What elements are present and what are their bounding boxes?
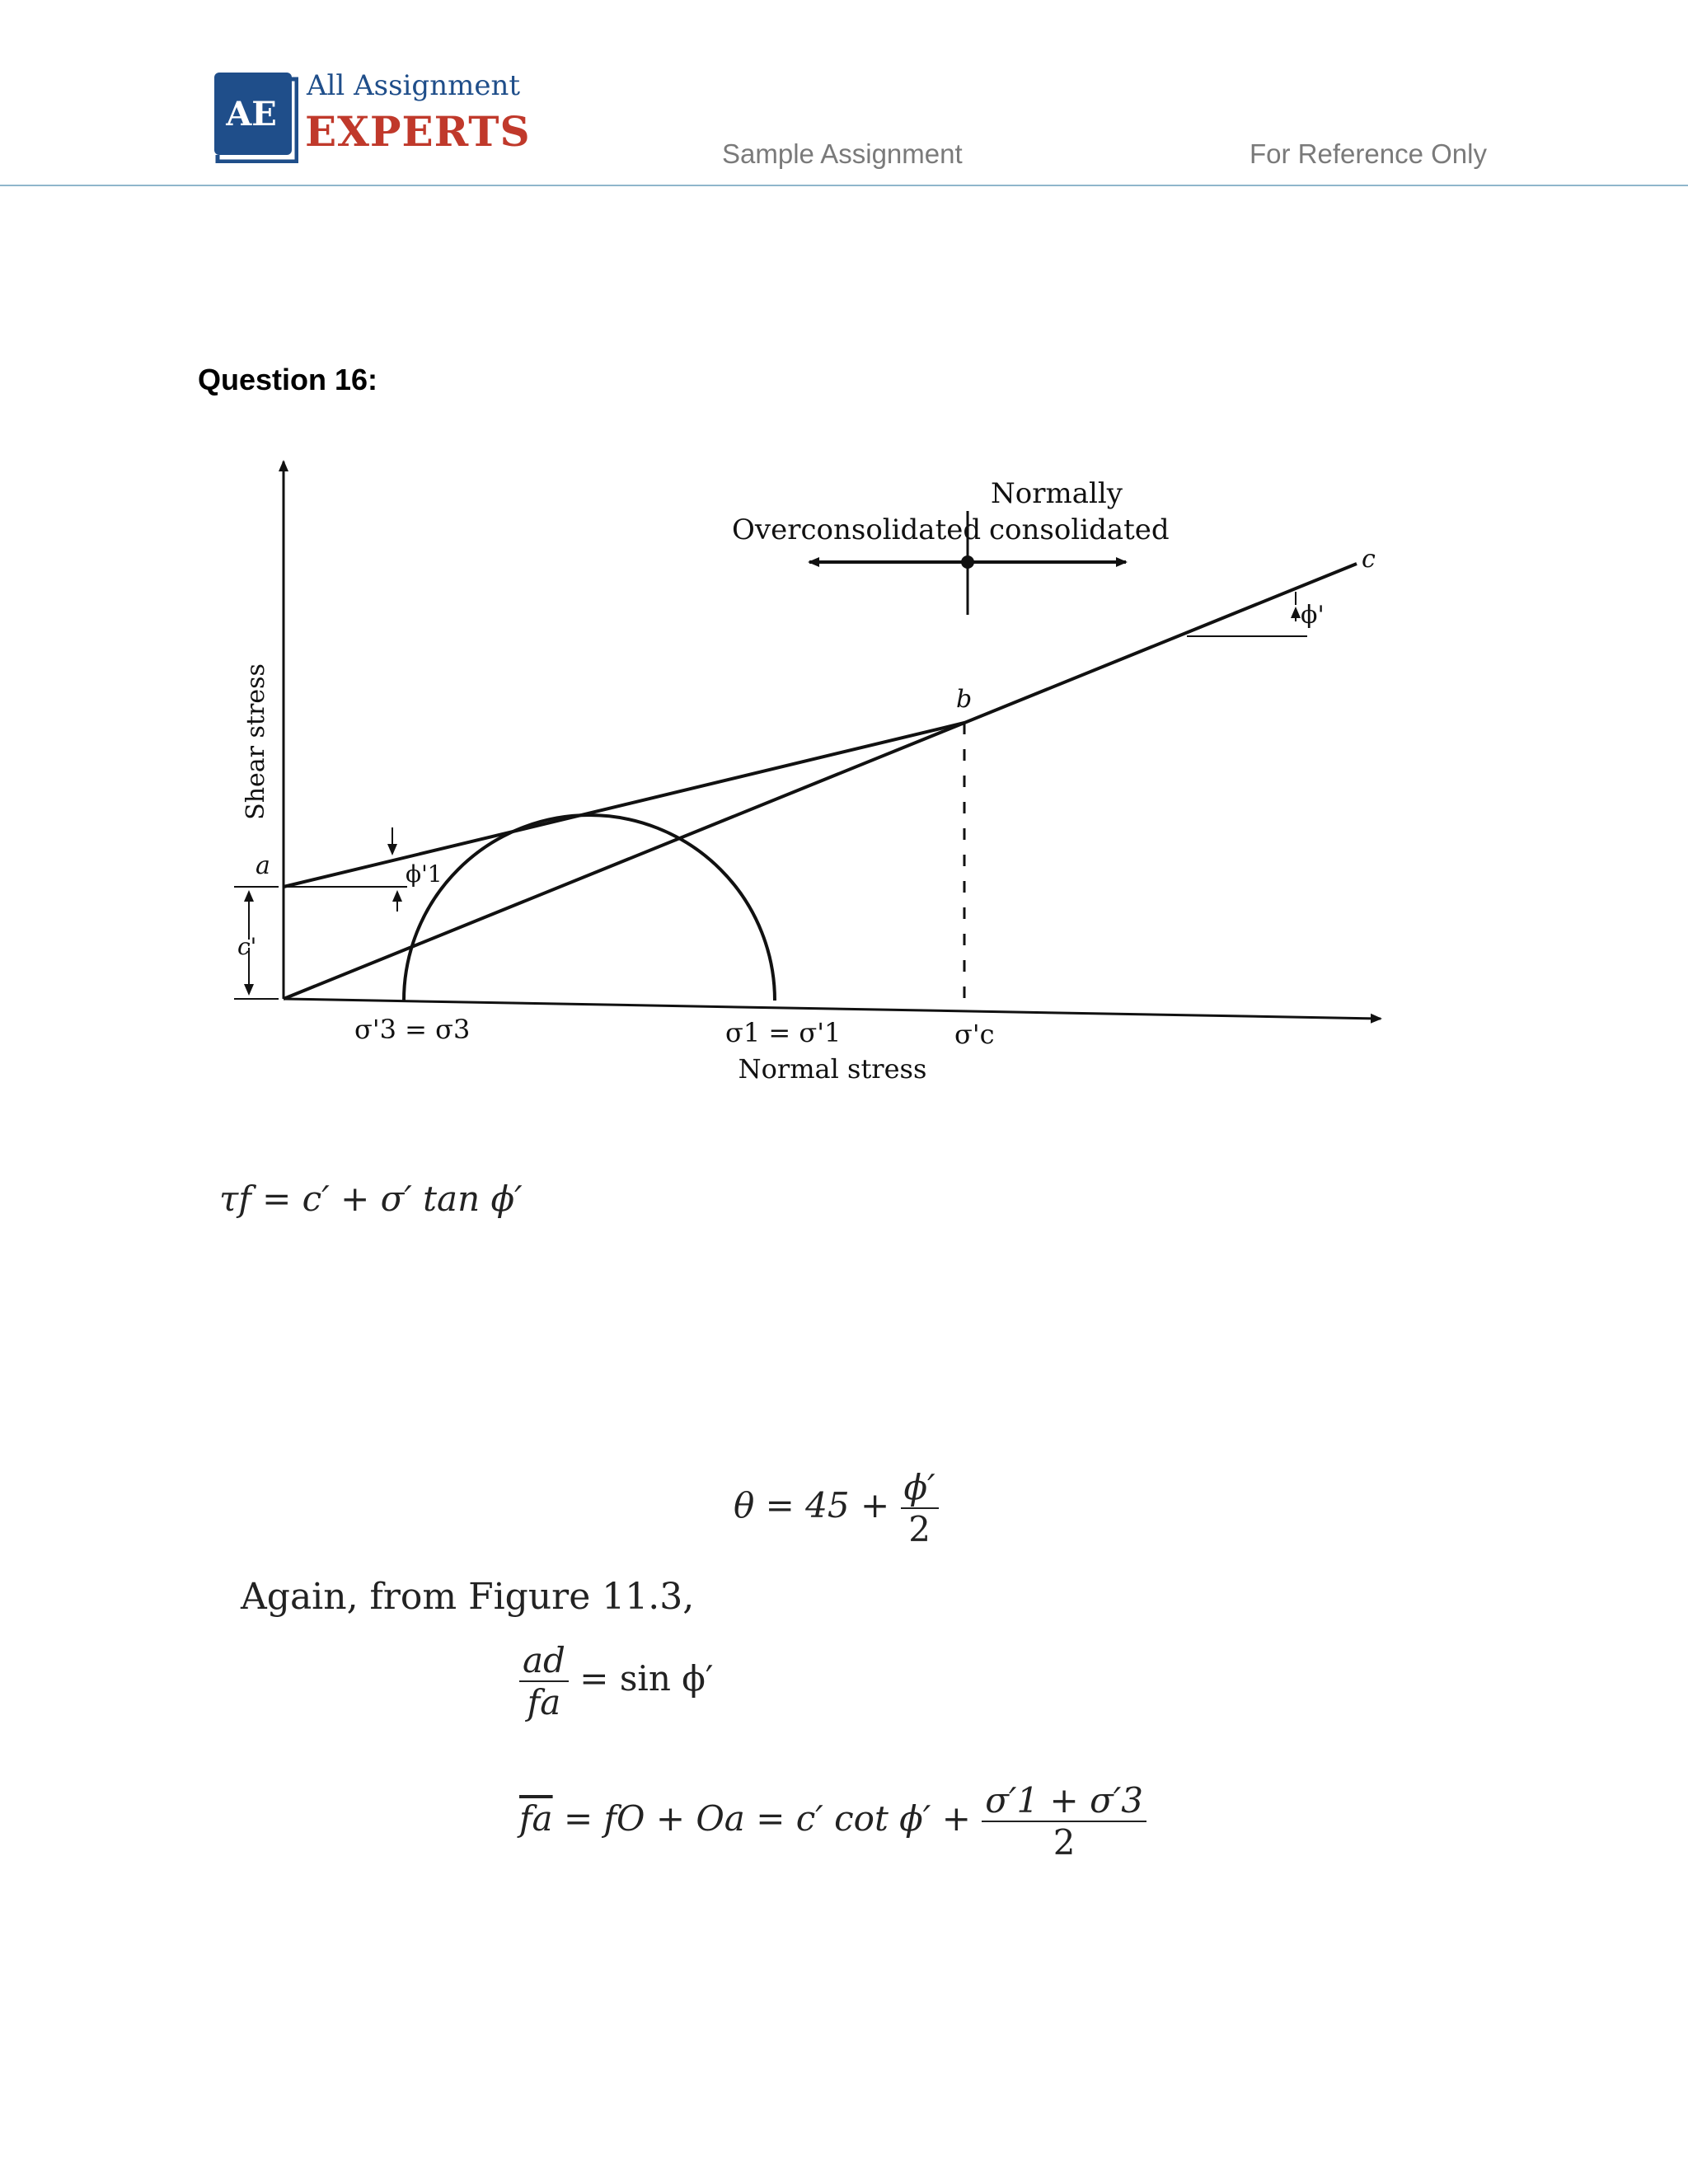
again-text: Again, from Figure 11.3, <box>241 1576 695 1618</box>
header-divider <box>0 185 1688 186</box>
figure-svg <box>223 445 1393 1104</box>
sigma1-label: σ1 = σ'1 <box>725 1017 842 1048</box>
boundary-dot <box>961 555 974 569</box>
question-title: Question 16: <box>198 363 378 396</box>
logo-line-2: EXPERTS <box>305 107 531 156</box>
equation-shear-strength: τf = c′ + σ′ tan ϕ′ <box>219 1179 523 1219</box>
theta-denominator: 2 <box>901 1507 939 1549</box>
phi-prime-label: ϕ' <box>1301 601 1325 630</box>
theta-lhs: θ = 45 + <box>734 1485 890 1526</box>
mohr-coulomb-figure <box>223 445 1393 1104</box>
sigma-c-label: σ'c <box>954 1019 995 1050</box>
equation-theta <box>734 1467 939 1549</box>
fa-fraction <box>982 1780 1146 1863</box>
equation-ad-fa <box>519 1640 713 1722</box>
logo-line-1: All Assignment <box>307 69 521 102</box>
fa-denominator: fa <box>519 1680 569 1722</box>
y-axis-label: Shear stress <box>241 663 270 820</box>
equation-fa <box>519 1780 1146 1863</box>
envelope-nc <box>284 564 1357 999</box>
ad-fa-fraction <box>519 1640 569 1722</box>
theta-numerator: ϕ′ <box>903 1467 935 1507</box>
point-c-label: c <box>1362 545 1376 574</box>
x-axis-label: Normal stress <box>738 1053 927 1085</box>
normally-label-2: consolidated <box>989 513 1170 546</box>
point-a-label: a <box>256 851 270 880</box>
ad-fa-rhs: = sin ϕ′ <box>579 1658 714 1699</box>
ad-numerator: ad <box>523 1640 565 1680</box>
sigma3-label: σ'3 = σ3 <box>354 1014 471 1045</box>
theta-fraction <box>901 1467 939 1549</box>
logo-initials: AE <box>226 95 277 134</box>
c-prime-label: c' <box>237 933 257 960</box>
fa-lhs: $\overline{fa}$ <box>519 1798 553 1839</box>
phi-prime-1-label: ϕ'1 <box>406 860 443 888</box>
fa-numerator: σ′1 + σ′3 <box>985 1780 1143 1821</box>
normally-label-1: Normally <box>991 477 1123 510</box>
header-sample-text: Sample Assignment <box>722 138 963 169</box>
logo-icon <box>213 73 298 163</box>
fa-denominator-2: 2 <box>982 1821 1146 1863</box>
page-header <box>0 0 1688 188</box>
overconsolidated-label: Overconsolidated <box>732 513 982 546</box>
point-b-label: b <box>956 685 973 714</box>
fa-middle: = fO + Oa = c′ cot ϕ′ + <box>563 1798 971 1839</box>
header-reference-text: For Reference Only <box>1250 138 1487 169</box>
